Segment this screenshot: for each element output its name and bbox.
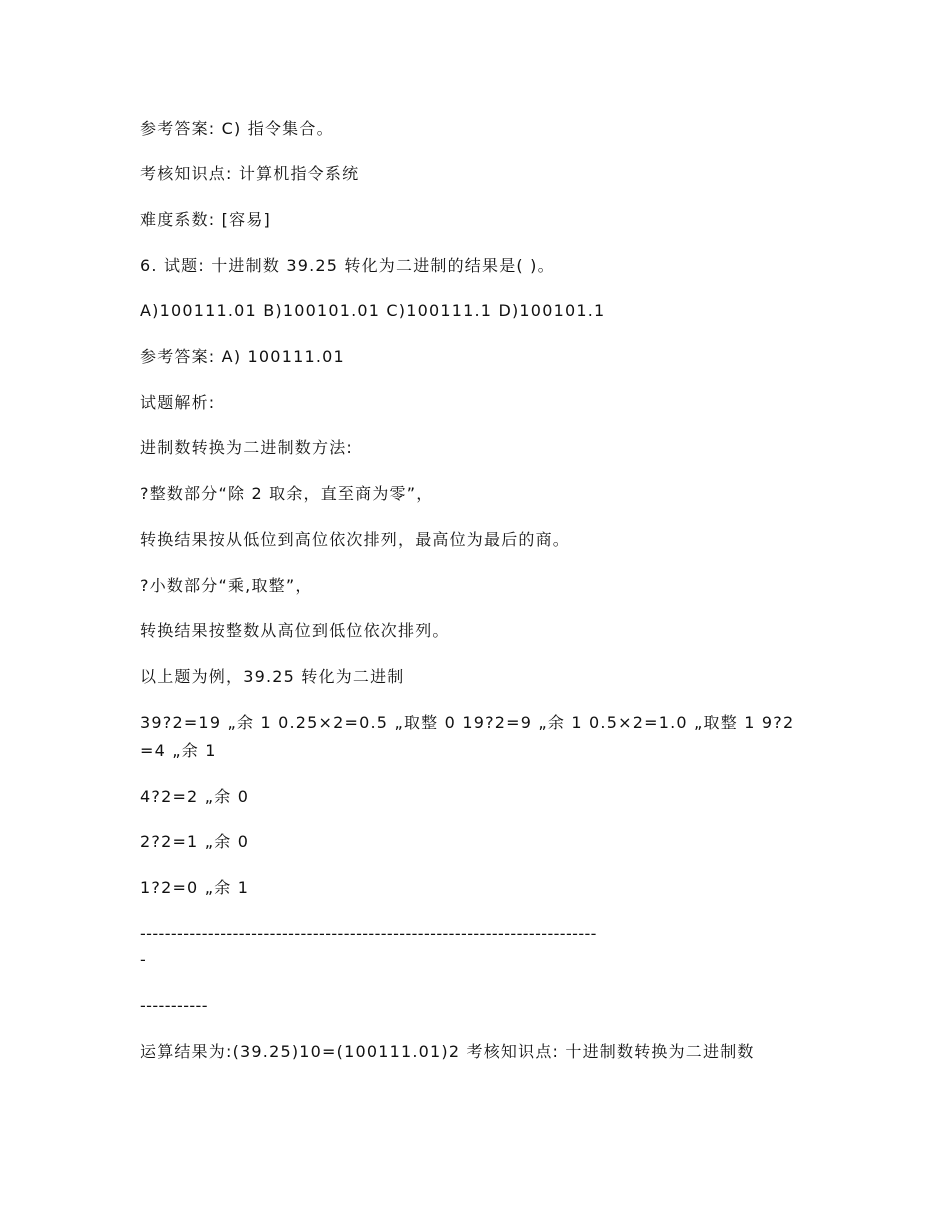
difficulty-line: 难度系数: [容易]: [140, 210, 271, 229]
calculation-step: 1?2=0 „余 1: [140, 878, 250, 897]
calculation-steps: 39?2=19 „余 1 0.25×2=0.5 „取整 0 19?2=9 „余 1 0.5×2=1.0 „取整 1 9?2=4 „余 1: [140, 713, 795, 760]
method-heading: 进制数转换为二进制数方法:: [140, 438, 353, 457]
calculation-step: 2?2=1 „余 0: [140, 832, 250, 851]
integer-part-rule: ?整数部分“除 2 取余，直至商为零”，: [140, 484, 434, 503]
separator-line: -----------: [140, 996, 208, 1015]
separator-line: -: [140, 950, 147, 969]
example-intro: 以上题为例，39.25 转化为二进制: [140, 667, 405, 686]
separator-line: --------------------------------------------------------------------------: [140, 924, 597, 943]
knowledge-point-line: 考核知识点: 计算机指令系统: [140, 164, 360, 183]
answer-line: 参考答案: C) 指令集合。: [140, 119, 334, 138]
result-line: 运算结果为:(39.25)10=(100111.01)2 考核知识点: 十进制数转换为二进制数: [140, 1042, 755, 1061]
calculation-step: 4?2=2 „余 0: [140, 787, 250, 806]
question-line: 6. 试题: 十进制数 39.25 转化为二进制的结果是( )。: [140, 256, 555, 275]
fraction-order-rule: 转换结果按整数从高位到低位依次排列。: [140, 621, 450, 640]
analysis-heading: 试题解析:: [140, 393, 216, 412]
fraction-part-rule: ?小数部分“乘,取整”，: [140, 576, 313, 595]
answer-line: 参考答案: A) 100111.01: [140, 347, 345, 366]
options-line: A)100111.01 B)100101.01 C)100111.1 D)100101.1: [140, 301, 606, 320]
integer-order-rule: 转换结果按从低位到高位依次排列，最高位为最后的商。: [140, 530, 571, 549]
